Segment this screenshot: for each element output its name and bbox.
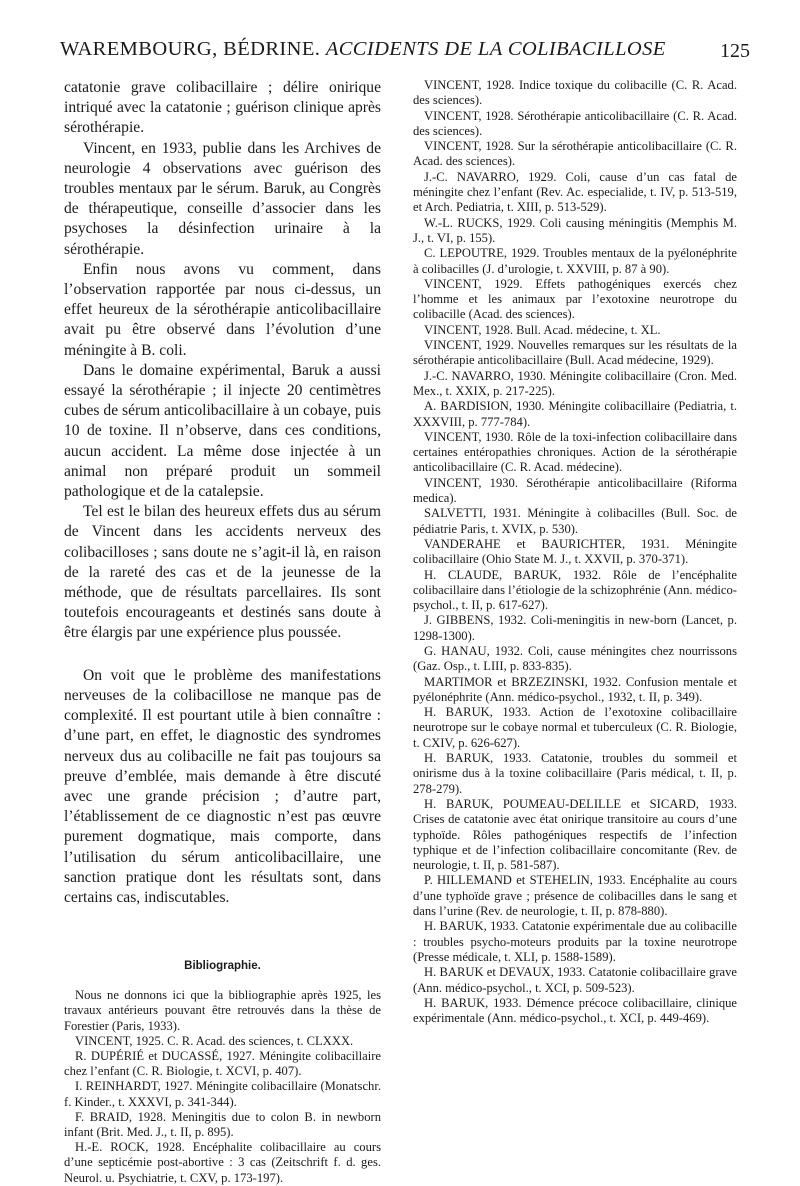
bibliography-entry: SALVETTI, 1931. Méningite à colibacilles (Bull. Soc. de pédiatrie Paris, t. XVIX, p. 530).	[413, 506, 737, 536]
bibliography-entry: H. BARUK, 1933. Catatonie expérimentale due au colibacille : troubles psycho-moteurs produits par la toxine neurotrope (Presse médicale, t. XLI, p. 1588-1589).	[413, 919, 737, 964]
bibliography-entry: H. BARUK, POUMEAU-DELILLE et SICARD, 1933. Crises de catatonie avec état onirique transitoire au cours d’une typhoïde. Rôles pathogéniques respectifs de l’infection typhique et de l’infection colibacillaire concomitante (Rev. de neurologie, t. II, p. 581-587).	[413, 796, 737, 873]
bibliography-entry: H. BARUK, 1933. Catatonie, troubles du sommeil et onirisme dus à la toxine colibacillaire (Paris médical, t. II, p. 278-279).	[413, 751, 737, 796]
running-head-authors: WAREMBOURG, BÉDRINE.	[60, 38, 321, 60]
body-paragraph: On voit que le problème des manifestations nerveuses de la colibacillose ne manque pas de complexité. Il est pourtant utile à bien connaître : d’une part, en effet, le diagnostic des syndromes nerveux dus au colibacille ne fait pas toujours sa preuve d’emblée, mais demande à être discuté avec une grande précision ; d’autre part, l’établissement de ce diagnostic n’est pas œuvre purement dogmatique, mais comporte, dans l’utilisation du sérum anticolibacillaire, une sanction pratique dont les résultats sont, dans certains cas, indiscutables.	[64, 666, 381, 906]
bibliography-entry: J. GIBBENS, 1932. Coli-meningitis in new-born (Lancet, p. 1298-1300).	[413, 613, 737, 643]
body-paragraph: Vincent, en 1933, publie dans les Archives de neurologie 4 observations avec guérison des troubles mentaux par le sérum. Baruk, au Congrès de thérapeutique, conseille d’associer dans les psychoses la désinfection urinaire à la sérothérapie.	[64, 139, 381, 258]
running-header	[60, 38, 750, 76]
bibliography-entry: H. CLAUDE, BARUK, 1932. Rôle de l’encéphalite colibacillaire dans l’étiologie de la schizophrénie (Ann. médico-psychol., t. II, p. 617-627).	[413, 567, 737, 613]
body-paragraph: Enfin nous avons vu comment, dans l’observation rapportée par nous ci-dessus, un effet heureux de la sérothérapie anticolibacillaire avait pu être observé dans l’évolution d’une méningite à B. coli.	[64, 260, 381, 359]
bibliography-entry: J.-C. NAVARRO, 1929. Coli, cause d’un cas fatal de méningite chez l’enfant (Rev. Ac. especialide, t. IV, p. 513-519, et Arch. Pediatria, t. XIII, p. 513-529).	[413, 169, 737, 215]
body-paragraph: Tel est le bilan des heureux effets dus au sérum de Vincent dans les accidents nerveux des colibacilloses ; sans doute ne s’agit-il là, en raison de la rareté des cas et de la jeunesse de la méthode, que de résultats parcellaires. Ils sont toutefois encourageants et destinés sans doute à être élargis par une expérience plus poussée.	[64, 503, 381, 642]
bibliography-entry: MARTIMOR et BRZEZINSKI, 1932. Confusion mentale et pyélonéphrite (Ann. médico-psychol., 1932, t. II, p. 349).	[413, 674, 737, 704]
bibliography-entry: G. HANAU, 1932. Coli, cause méningites chez nourrissons (Gaz. Osp., t. LIII, p. 833-835).	[413, 643, 737, 674]
bibliography-entry: VINCENT, 1928. Sur la sérothérapie anticolibacillaire (C. R. Acad. des sciences).	[413, 139, 737, 169]
body-paragraph: catatonie grave colibacillaire ; délire onirique intriqué avec la catatonie ; guérison clinique après sérothérapie.	[64, 79, 381, 137]
right-column	[413, 78, 737, 1026]
bibliography-entry: VINCENT, 1928. Sérothérapie anticolibacillaire (C. R. Acad. des sciences).	[413, 108, 737, 138]
paragraph-gap	[64, 644, 381, 666]
running-head-title: ACCIDENTS DE LA COLIBACILLOSE	[325, 38, 666, 60]
bibliography-entry: VINCENT, 1930. Rôle de la toxi-infection colibacillaire dans certaines entéropathies chroniques. Action de la sérothérapie anticolibacillaire (C. R. Acad. médecine).	[413, 429, 737, 475]
body-paragraph: Dans le domaine expérimental, Baruk a aussi essayé la sérothérapie ; il injecte 20 centimètres cubes de sérum anticolibacillaire à un cobaye, puis 10 de toxine. Il n’observe, dans ces conditions, aucun accident. La même dose injectée à un animal non préparé produit un sommeil pathologique et de la catalepsie.	[64, 361, 381, 501]
bibliography-entry: I. REINHARDT, 1927. Méningite colibacillaire (Monatschr. f. Kinder., t. XXXVI, p. 341-344).	[64, 1079, 381, 1109]
bibliography-entry: VINCENT, 1928. Indice toxique du colibacille (C. R. Acad. des sciences).	[413, 78, 737, 108]
bibliography-entry: VINCENT, 1925. C. R. Acad. des sciences, t. CLXXX.	[75, 1033, 354, 1048]
bibliography-entry: H.-E. ROCK, 1928. Encéphalite colibacillaire au cours d’une septicémie post-abortive : 3 cas (Zeitschrift f. d. ges. Neurol. u. Psychiatrie, t. CXV, p. 173-197).	[64, 1140, 381, 1185]
running-head	[60, 38, 666, 61]
bibliography-entry: VINCENT, 1928. Bull. Acad. médecine, t. XL.	[424, 322, 661, 337]
bibliography-entry: W.-L. RUCKS, 1929. Coli causing méningitis (Memphis M. J., t. VI, p. 155).	[413, 215, 737, 245]
bibliography-entry: H. BARUK, 1933. Démence précoce colibacillaire, clinique expérimentale (Ann. médico-psychol., t. XCI, p. 449-469).	[413, 995, 737, 1026]
bibliography-entry: F. BRAID, 1928. Meningitis due to colon B. in newborn infant (Brit. Med. J., t. II, p. 895).	[64, 1109, 381, 1139]
bibliography-entry: H. BARUK, 1933. Action de l’exotoxine colibacillaire neurotrope sur le cobaye normal et tuberculeux (C. R. Biologie, t. CXIV, p. 626-627).	[413, 705, 737, 750]
bibliography-entry: J.-C. NAVARRO, 1930. Méningite colibacillaire (Cron. Med. Mex., t. XXIX, p. 217-225).	[413, 368, 737, 398]
bibliography-entry: R. DUPÉRIÉ et DUCASSÉ, 1927. Méningite colibacillaire chez l’enfant (C. R. Biologie, t. XCVI, p. 407).	[64, 1048, 381, 1079]
bibliography-entry: VANDERAHE et BAURICHTER, 1931. Méningite colibacillaire (Ohio State M. J., t. XXVII, p. 370-371).	[413, 536, 737, 567]
bibliography-intro: Nous ne donnons ici que la bibliographie après 1925, les travaux antérieurs pouvant être retrouvés dans la thèse de Forestier (Paris, 1933).	[64, 988, 381, 1033]
page-number: 125	[720, 40, 750, 62]
bibliography-heading: Bibliographie.	[184, 960, 261, 973]
bibliography-entry: H. BARUK et DEVAUX, 1933. Catatonie colibacillaire grave (Ann. médico-psychol., t. XCI, p. 509-523).	[413, 965, 737, 995]
bibliography-entry: VINCENT, 1930. Sérothérapie anticolibacillaire (Riforma medica).	[413, 475, 737, 506]
bibliography-entry: A. BARDISION, 1930. Méningite colibacillaire (Pediatria, t. XXXVIII, p. 777-784).	[413, 399, 737, 429]
bibliography-entry: P. HILLEMAND et STEHELIN, 1933. Encéphalite au cours d’une typhoïde grave ; présence de colibacilles dans le sang et dans l’urine (Rev. de neurologie, t. II, p. 878-880).	[413, 873, 737, 919]
bibliography-entry: VINCENT, 1929. Effets pathogéniques exercés chez l’homme et les animaux par l’exotoxine neurotrope du colibacille (Acad. des sciences).	[413, 276, 737, 322]
left-column	[64, 78, 381, 1186]
bibliography-entry: C. LEPOUTRE, 1929. Troubles mentaux de la pyélonéphrite à colibacilles (J. d’urologie, t. XXVIII, p. 87 à 90).	[413, 246, 737, 276]
bibliography-entry: VINCENT, 1929. Nouvelles remarques sur les résultats de la sérothérapie anticolibacillaire (Bull. Acad médecine, 1929).	[413, 338, 737, 368]
